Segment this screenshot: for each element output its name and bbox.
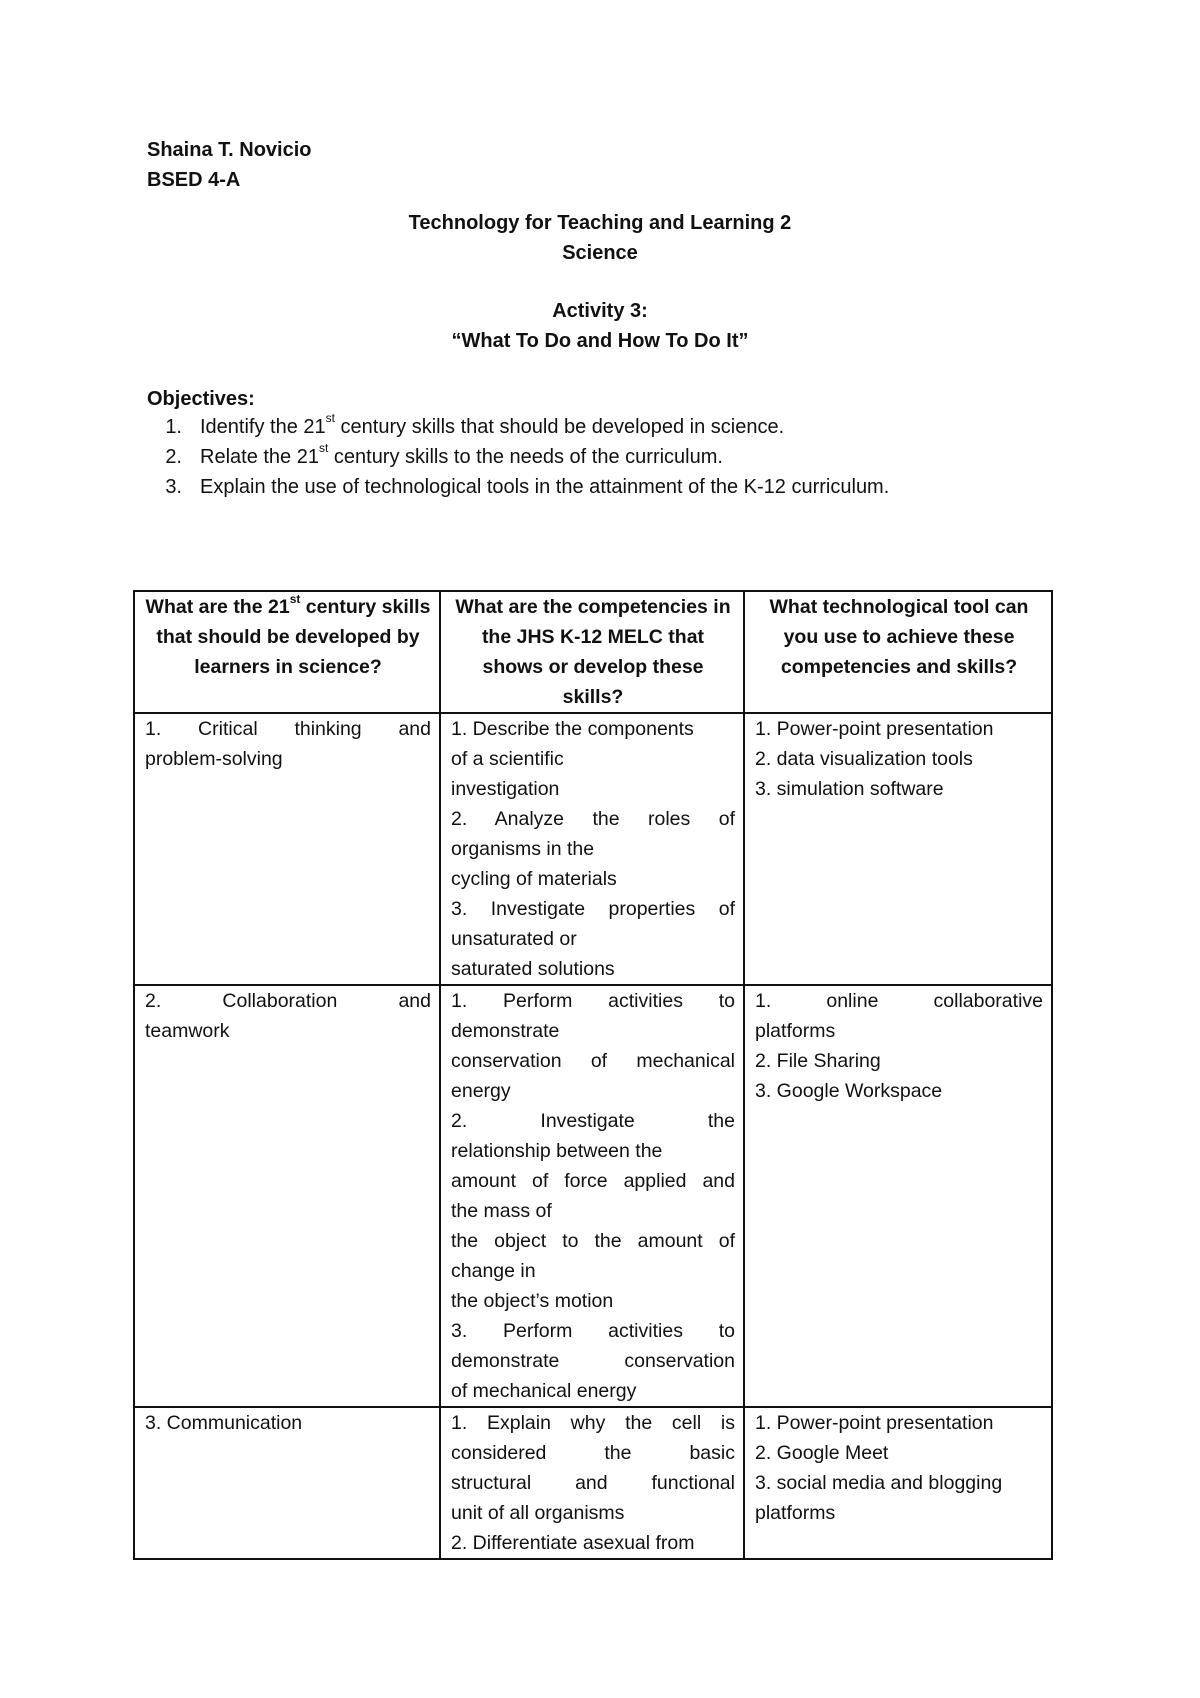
table-row <box>134 713 1052 985</box>
objectives-heading: Objectives: <box>147 388 255 410</box>
cell-line: 3. Investigate properties of <box>451 898 735 920</box>
cell-line: 3. Communication <box>145 1412 303 1434</box>
cell-line: structural and functional <box>451 1472 735 1494</box>
cell-line: 2. Investigate the <box>451 1110 735 1132</box>
cell-line: of a scientific <box>451 748 564 770</box>
objective-item: 3. Explain the use of technological tools in the attainment of the K-12 curriculum. <box>165 476 890 498</box>
cell-line: 1. Critical thinking and <box>145 718 431 740</box>
cell-line: 1. Power-point presentation <box>755 718 994 740</box>
cell-line: 2. Differentiate asexual from <box>451 1532 695 1554</box>
cell-line: the object’s motion <box>451 1290 614 1312</box>
cell-line: unit of all organisms <box>451 1502 625 1524</box>
skill-cell <box>134 713 440 985</box>
activity-title: “What To Do and How To Do It” <box>451 330 749 352</box>
objectives-list <box>147 412 889 502</box>
objective-item: 1. Identify the 21st century skills that should be developed in science. <box>165 411 785 438</box>
subject-title: Science <box>562 242 638 264</box>
cell-line: saturated solutions <box>451 958 615 980</box>
cell-line: teamwork <box>145 1020 230 1042</box>
cell-line: 2. File Sharing <box>755 1050 881 1072</box>
skills-table <box>133 590 1053 1560</box>
cell-line: 2. Collaboration and <box>145 990 431 1012</box>
cell-line: demonstrate <box>451 1020 560 1042</box>
cell-line: 1. Power-point presentation <box>755 1412 994 1434</box>
cell-line: 2. Analyze the roles of <box>451 808 735 830</box>
cell-line: the mass of <box>451 1200 552 1222</box>
cell-line: 1. online collaborative <box>755 990 1043 1012</box>
cell-line: organisms in the <box>451 838 595 860</box>
competencies-cell <box>440 713 744 985</box>
header-skills: What are the 21st century skills that should be developed by learners in science? <box>134 591 440 713</box>
competencies-cell <box>440 1407 744 1559</box>
cell-line: considered the basic <box>451 1442 735 1464</box>
cell-line: conservation of mechanical <box>451 1050 735 1072</box>
cell-line: amount of force applied and <box>451 1170 735 1192</box>
cell-line: platforms <box>755 1020 836 1042</box>
cell-line: investigation <box>451 778 560 800</box>
cell-line: 3. Perform activities to <box>451 1320 735 1342</box>
objective-item: 2. Relate the 21st century skills to the needs of the curriculum. <box>165 441 723 468</box>
student-name: Shaina T. Novicio <box>147 139 312 161</box>
activity-label: Activity 3: <box>552 300 648 322</box>
cell-line: unsaturated or <box>451 928 577 950</box>
tools-cell <box>744 713 1052 985</box>
cell-line: 2. data visualization tools <box>755 748 973 770</box>
cell-line: 3. Google Workspace <box>755 1080 943 1102</box>
cell-line: relationship between the <box>451 1140 663 1162</box>
header-competencies: What are the competencies in the JHS K-12 MELC that shows or develop these skills? <box>440 591 744 713</box>
student-section: BSED 4-A <box>147 169 241 191</box>
cell-line: 2. Google Meet <box>755 1442 889 1464</box>
cell-line: of mechanical energy <box>451 1380 637 1402</box>
cell-line: cycling of materials <box>451 868 617 890</box>
cell-line: 1. Explain why the cell is <box>451 1412 735 1434</box>
skill-cell <box>134 1407 440 1559</box>
cell-line: 3. simulation software <box>755 778 944 800</box>
table-header-row <box>134 591 1052 713</box>
course-title: Technology for Teaching and Learning 2 <box>408 212 792 234</box>
cell-line: 1. Describe the components <box>451 718 694 740</box>
cell-line: problem-solving <box>145 748 283 770</box>
cell-line: 1. Perform activities to <box>451 990 735 1012</box>
cell-line: demonstrate conservation <box>451 1350 735 1372</box>
tools-cell <box>744 1407 1052 1559</box>
table-row <box>134 1407 1052 1559</box>
cell-line: change in <box>451 1260 536 1282</box>
cell-line: the object to the amount of <box>451 1230 735 1252</box>
cell-line: energy <box>451 1080 511 1102</box>
header-tools: What technological tool can you use to achieve these competencies and skills? <box>744 591 1052 713</box>
skill-cell <box>134 985 440 1407</box>
cell-line: platforms <box>755 1502 836 1524</box>
cell-line: 3. social media and blogging <box>755 1472 1003 1494</box>
table-row <box>134 985 1052 1407</box>
competencies-cell <box>440 985 744 1407</box>
tools-cell <box>744 985 1052 1407</box>
